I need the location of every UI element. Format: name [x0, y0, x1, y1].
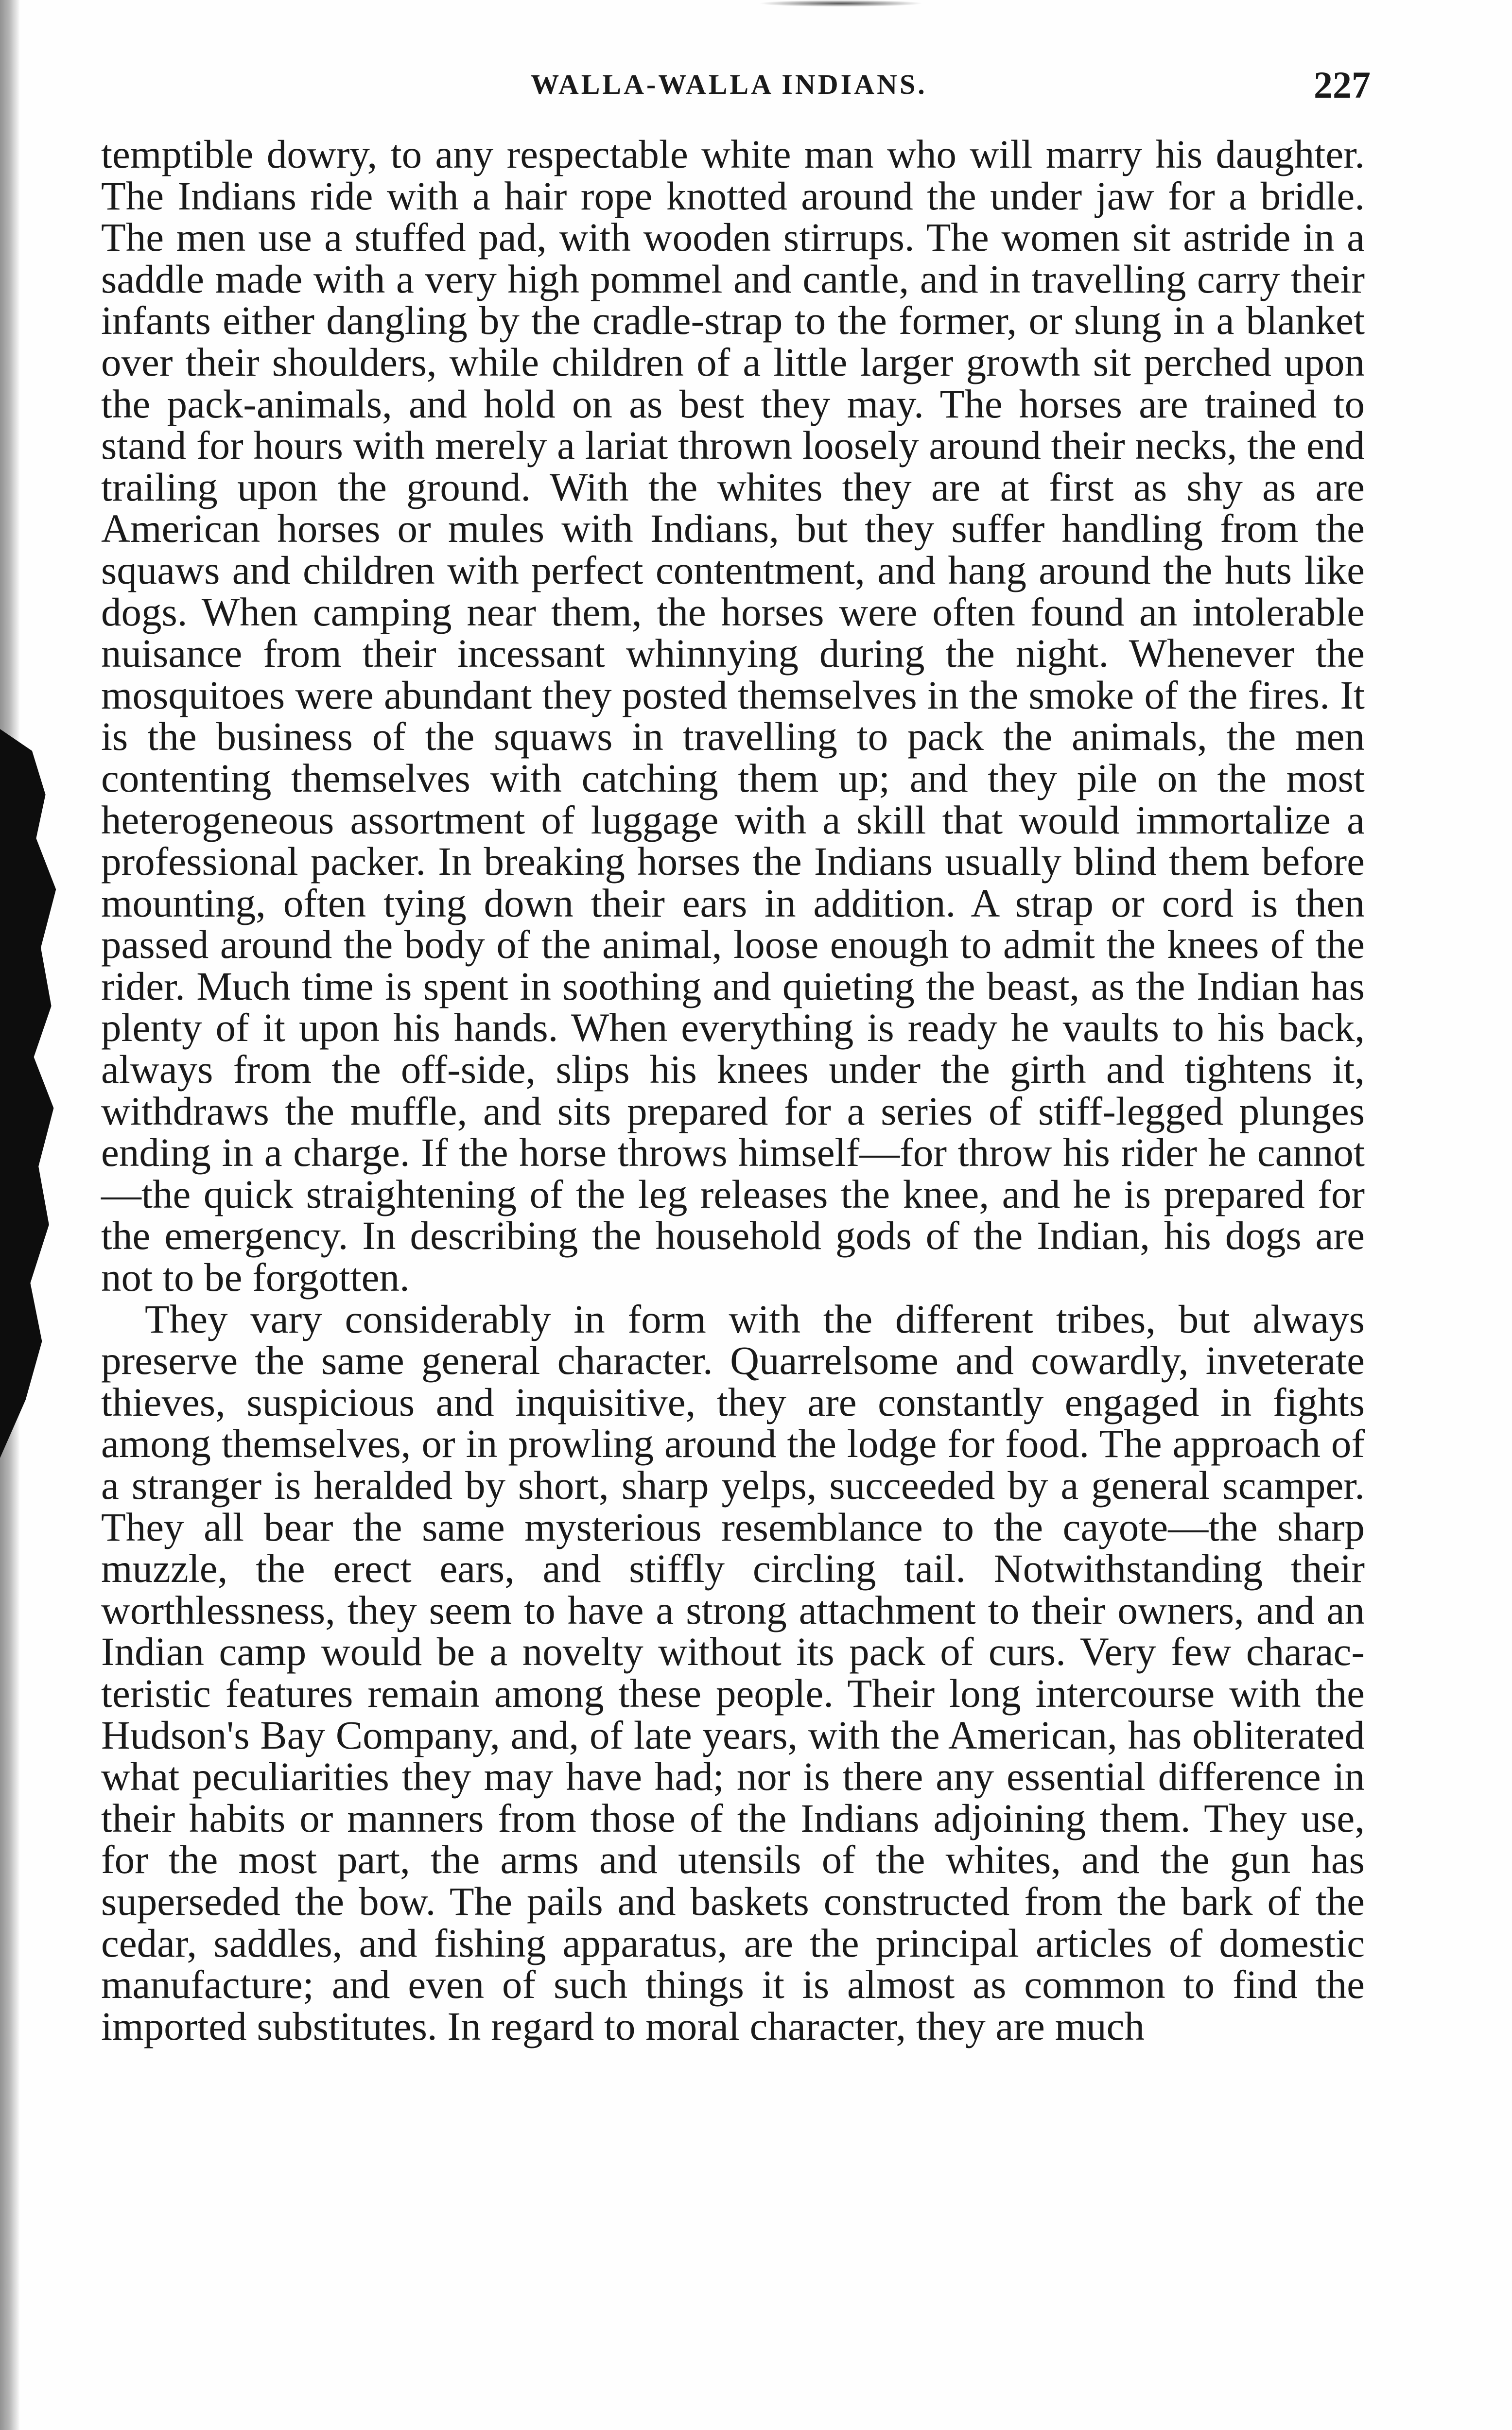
- torn-edge-mark: [0, 729, 58, 1458]
- running-header: [97, 64, 1371, 112]
- top-ink-smudge: [758, 0, 923, 7]
- running-title: WALLA-WALLA INDIANS.: [531, 69, 927, 100]
- paragraph-2: They vary considerably in form with the different tribes, but always preserve the same general character. Quarrelsome and cowardly, inveterate thieves, suspicious and inquisitive, they are constantly engaged in fights among themselves, or in prowling around the lodge for food. The approach of a stranger is heralded by short, sharp yelps, succeeded by a general scamper. They all bear the same mysterious resemblance to the cayote—the sharp muzzle, the erect ears, and stiffly circling tail. Notwithstanding their worthlessness, they seem to have a strong attachment to their owners, and an Indian camp would be a novelty without its pack of curs. Very few characteristic features remain among these people. Their long intercourse with the Hudson's Bay Company, and, of late years, with the American, has obliterated what peculiarities they may have had; nor is there any essential difference in their habits or manners from those of the Indians adjoining them. They use, for the most part, the arms and utensils of the whites, and the gun has superseded the bow. The pails and baskets constructed from the bark of the cedar, saddles, and fishing apparatus, are the principal articles of domestic manufacture; and even of such things it is almost as common to find the imported substitutes. In regard to moral character, they are much: [101, 1296, 1365, 2048]
- body-text: [101, 134, 1365, 2047]
- paragraph-1: temptible dowry, to any respectable white man who will marry his daughter. The Indians ride with a hair rope knotted around the under jaw for a bridle. The men use a stuffed pad, with wooden stirrups. The women sit astride in a saddle made with a very high pommel and cantle, and in travelling carry their infants either dangling by the cradle-strap to the former, or slung in a blanket over their shoulders, while children of a little larger growth sit perched upon the pack-animals, and hold on as best they may. The horses are trained to stand for hours with merely a lariat thrown loosely around their necks, the end trailing upon the ground. With the whites they are at first as shy as are American horses or mules with Indians, but they suffer handling from the squaws and children with perfect contentment, and hang around the huts like dogs. When camping near them, the horses were often found an intolerable nuisance from their incessant whinnying during the night. Whenever the mosquitoes were abundant they posted themselves in the smoke of the fires. It is the business of the squaws in travelling to pack the animals, the men contenting themselves with catching them up; and they pile on the most heterogeneous assortment of luggage with a skill that would immortalize a professional packer. In breaking horses the Indians usually blind them before mounting, often tying down their ears in addition. A strap or cord is then passed around the body of the animal, loose enough to admit the knees of the rider. Much time is spent in soothing and quieting the beast, as the Indian has plenty of it upon his hands. When everything is ready he vaults to his back, always from the off-side, slips his knees under the girth and tightens it, withdraws the muffle, and sits prepared for a series of stiff-legged plunges ending in a charge. If the horse throws himself—for throw his rider he cannot—the quick straightening of the leg releases the knee, and he is prepared for the emergency. In describing the household gods of the Indian, his dogs are not to be forgotten.: [101, 132, 1365, 1300]
- page-number: 227: [1314, 64, 1371, 106]
